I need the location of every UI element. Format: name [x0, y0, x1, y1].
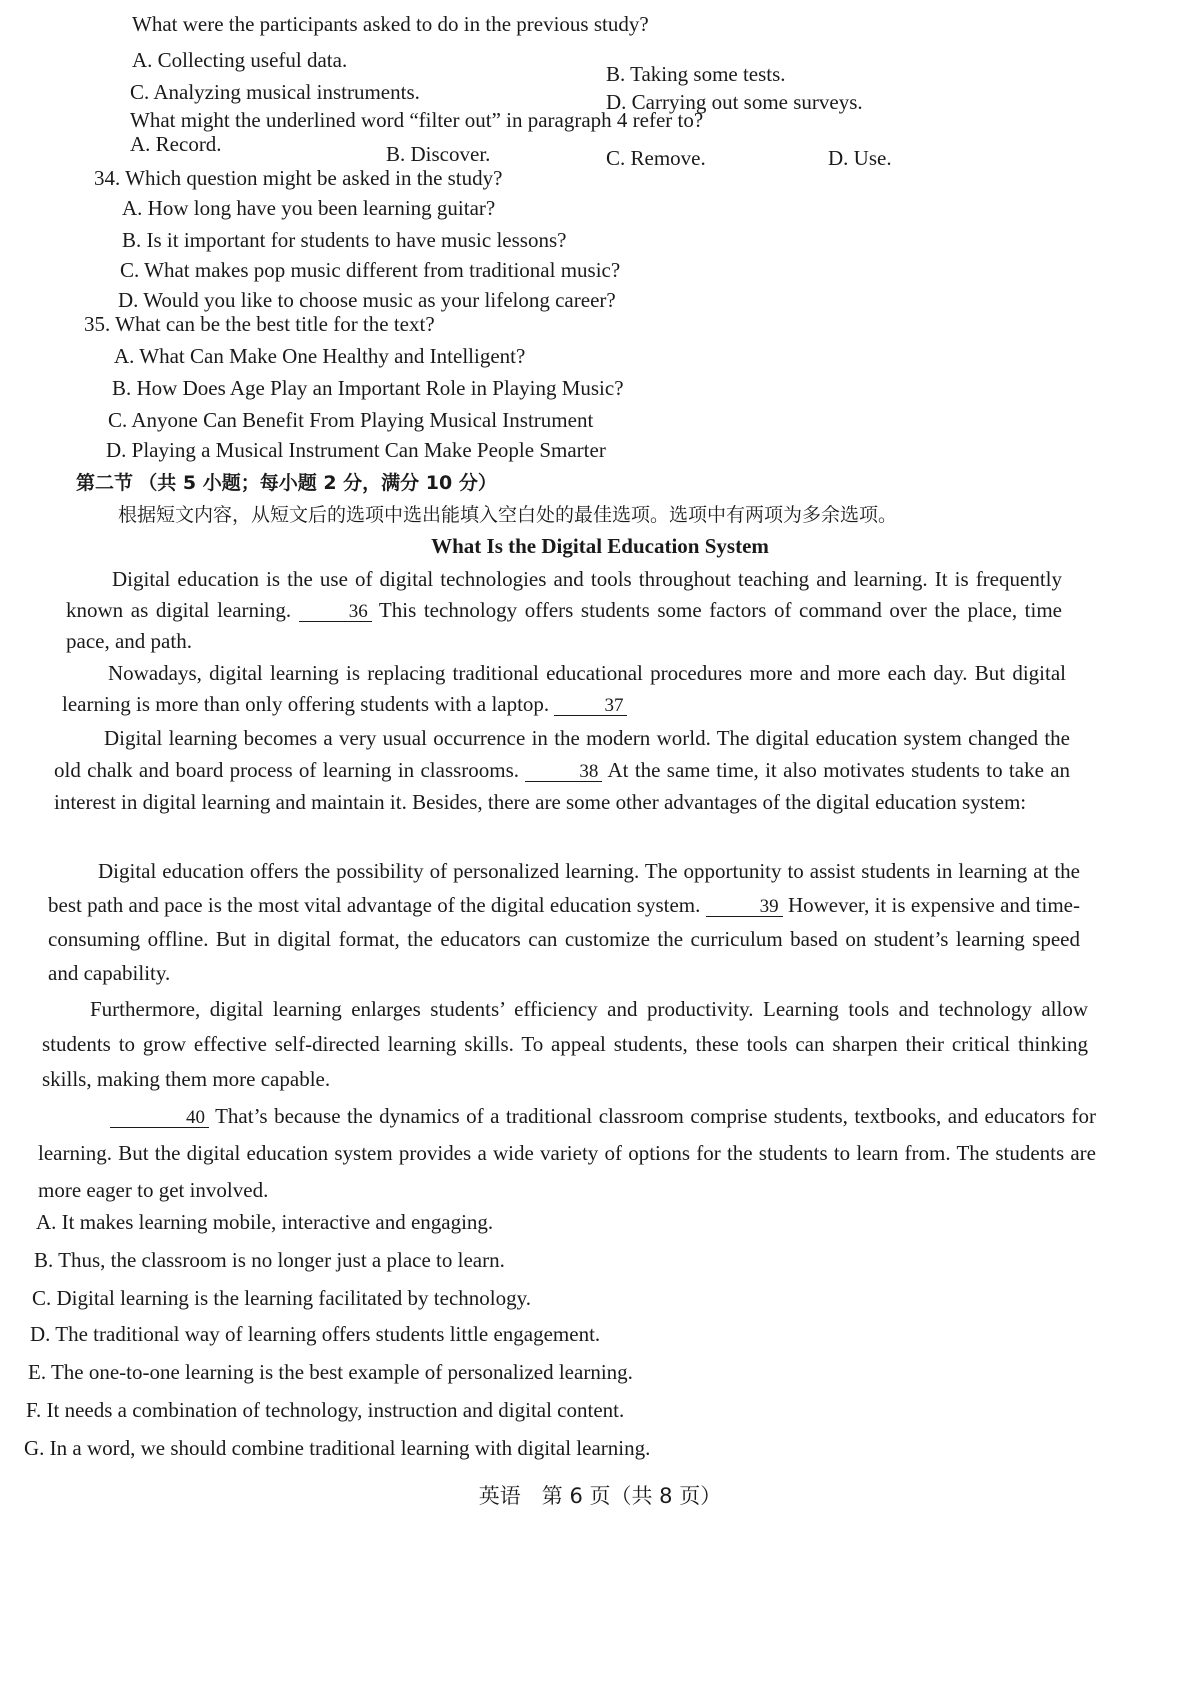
- option-g: G. In a word, we should combine traditional learning with digital learning.: [24, 1436, 651, 1460]
- paragraph-2-text: Nowadays, digital learning is replacing traditional educational procedures more and more each day. But digital learning is more than only offering students with a laptop.: [62, 661, 1066, 716]
- section-instruction: 根据短文内容，从短文后的选项中选出能填入空白处的最佳选项。选项中有两项为多余选项。: [118, 504, 898, 526]
- q33-option-c: C. Remove.: [606, 146, 706, 170]
- blank-36[interactable]: 36: [299, 602, 372, 622]
- q34-option-d: D. Would you like to choose music as your lifelong career?: [118, 288, 616, 312]
- passage-paragraph-1: [66, 564, 1062, 657]
- passage-title: What Is the Digital Education System: [431, 534, 769, 558]
- page-footer: 英语 第 6 页（共 8 页）: [478, 1484, 722, 1508]
- q34-option-b: B. Is it important for students to have music lessons?: [122, 228, 567, 252]
- option-e: E. The one-to-one learning is the best example of personalized learning.: [28, 1360, 633, 1384]
- blank-37[interactable]: 37: [554, 696, 627, 716]
- q32-option-b: B. Taking some tests.: [606, 62, 786, 86]
- q33-option-a: A. Record.: [130, 132, 222, 156]
- q33-option-b: B. Discover.: [386, 142, 491, 166]
- passage-paragraph-6: [38, 1098, 1096, 1209]
- q33-option-d: D. Use.: [828, 146, 892, 170]
- option-b: B. Thus, the classroom is no longer just a place to learn.: [34, 1248, 505, 1272]
- q34-option-c: C. What makes pop music different from traditional music?: [120, 258, 621, 282]
- paragraph-6-text: That’s because the dynamics of a traditional classroom comprise students, textbooks, and educators for learning. But the digital education system provides a wide variety of options for the students to learn from. The students are more eager to get involved.: [38, 1104, 1096, 1202]
- section-heading: 第二节: [76, 472, 134, 494]
- option-a: A. It makes learning mobile, interactive and engaging.: [36, 1210, 494, 1234]
- q32-option-d: D. Carrying out some surveys.: [606, 90, 863, 114]
- passage-paragraph-4: [48, 854, 1080, 990]
- paragraph-3-text-b: At the same time, it also motivates students to take an interest in digital learning and maintain it. Besides, there are some other advantages of the digital education system:: [54, 758, 1071, 814]
- passage-paragraph-5: [42, 992, 1088, 1097]
- paragraph-1-text-a: Digital education is the use of digital technologies and tools throughout teaching and learning. It is frequently known as digital learning.: [66, 567, 1062, 622]
- section-scoring-note: （共 5 小题；每小题 2 分，满分 10 分）: [138, 472, 497, 494]
- blank-40[interactable]: 40: [110, 1108, 209, 1128]
- section-heading-row: [76, 470, 497, 495]
- paragraph-4-text-a: Digital education offers the possibility of personalized learning. The opportunity to assist students in learning at the best path and pace is the most vital advantage of the digital education system.: [48, 859, 1080, 917]
- q35-option-a: A. What Can Make One Healthy and Intelligent?: [114, 344, 526, 368]
- q34-stem: 34. Which question might be asked in the study?: [94, 166, 503, 190]
- blank-39[interactable]: 39: [706, 897, 783, 917]
- passage-paragraph-3: [54, 722, 1070, 818]
- q32-stem: What were the participants asked to do in the previous study?: [132, 12, 649, 36]
- q35-option-b: B. How Does Age Play an Important Role in Playing Music?: [112, 376, 624, 400]
- paragraph-3-text-a: Digital learning becomes a very usual occurrence in the modern world. The digital education system changed the old chalk and board process of learning in classrooms.: [54, 726, 1070, 782]
- option-c: C. Digital learning is the learning facilitated by technology.: [32, 1286, 531, 1310]
- passage-paragraph-2: [62, 658, 1066, 720]
- q32-option-a: A. Collecting useful data.: [132, 48, 348, 72]
- paragraph-5-text: Furthermore, digital learning enlarges students’ efficiency and productivity. Learning tools and technology allow students to grow effective self-directed learning skills. To appeal students, these tools can sharpen their critical thinking skills, making them more capable.: [42, 997, 1088, 1091]
- option-f: F. It needs a combination of technology, instruction and digital content.: [26, 1398, 625, 1422]
- option-d: D. The traditional way of learning offers students little engagement.: [30, 1322, 601, 1346]
- blank-38[interactable]: 38: [525, 762, 602, 782]
- q35-option-d: D. Playing a Musical Instrument Can Make People Smarter: [106, 438, 606, 462]
- q35-stem: 35. What can be the best title for the text?: [84, 312, 435, 336]
- q32-option-c: C. Analyzing musical instruments.: [130, 80, 420, 104]
- paragraph-1-text-b: This technology offers students some factors of command over the place, time pace, and path.: [66, 598, 1063, 653]
- q33-stem: What might the underlined word “filter out” in paragraph 4 refer to?: [130, 108, 704, 132]
- q35-option-c: C. Anyone Can Benefit From Playing Musical Instrument: [108, 408, 594, 432]
- paragraph-4-text-b: However, it is expensive and time-consuming offline. But in digital format, the educators can customize the curriculum based on student’s learning speed and capability.: [48, 893, 1080, 985]
- q34-option-a: A. How long have you been learning guitar?: [122, 196, 496, 220]
